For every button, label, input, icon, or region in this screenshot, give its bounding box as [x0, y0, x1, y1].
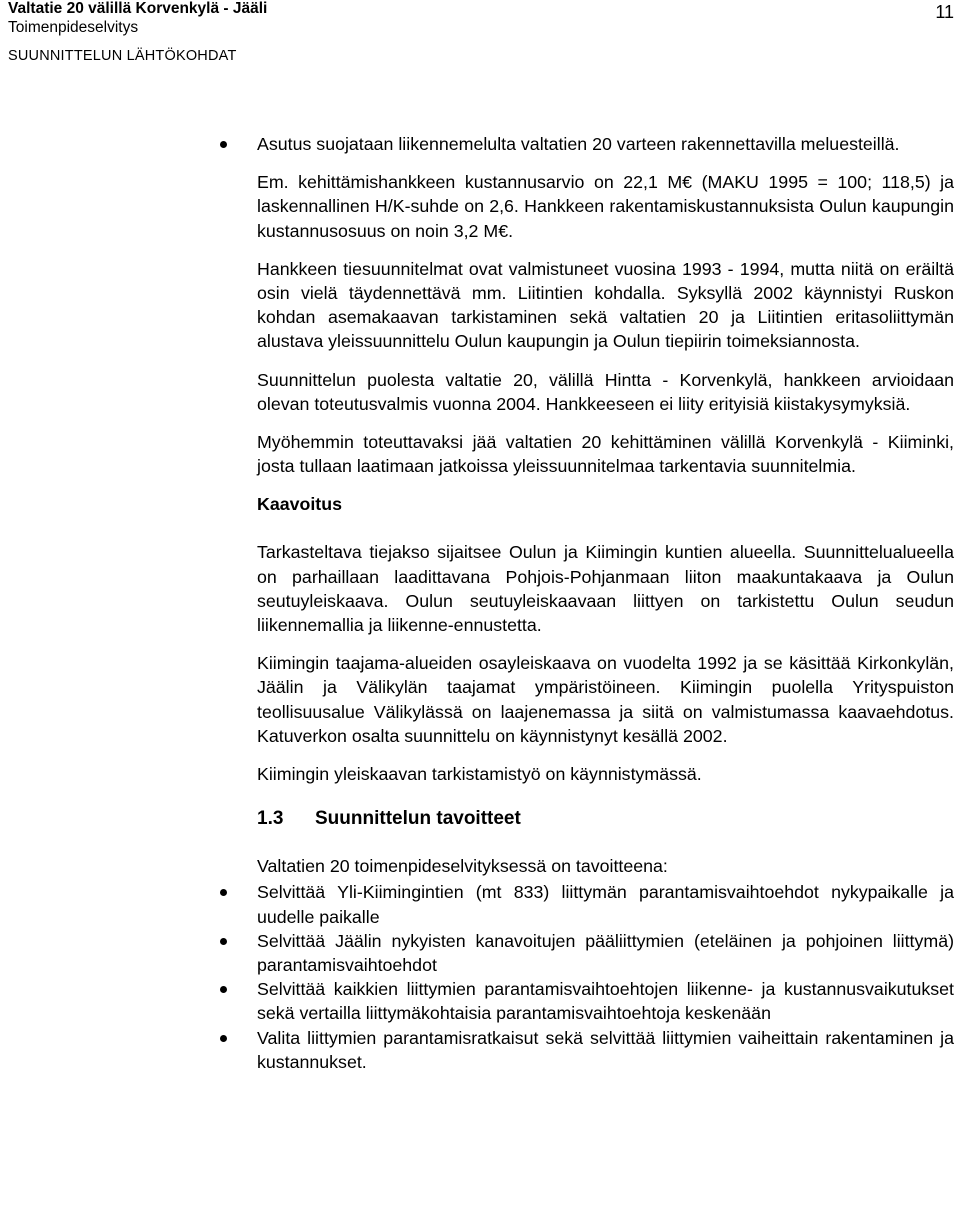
bullet-icon: [220, 1035, 227, 1042]
goal-text: Selvittää Jäälin nykyisten kanavoitujen pääliittymien (eteläinen ja pohjoinen liittymä) parantamisvaihtoehdot: [257, 930, 954, 976]
bullet-icon: [220, 889, 227, 896]
bullet-icon: [220, 986, 227, 993]
bullet-text: Asutus suojataan liikennemelulta valtatien 20 varteen rakennettavilla meluesteillä.: [257, 134, 900, 154]
kaavoitus-heading: Kaavoitus: [257, 494, 342, 515]
section-title: Suunnittelun tavoitteet: [315, 808, 521, 830]
section-heading: [257, 806, 954, 832]
bullet-icon: [220, 938, 227, 945]
paragraph-kiiminki-plan: Kiimingin taajama-alueiden osayleiskaava on vuodelta 1992 ja se käsittää Kirkonkylän, Jäälin ja Välikylän taajamat ympäristöineen. Kiimingin puolella Yrityspuiston teollisuusalue Välikylässä on laajenemassa ja siitä on valmistumassa kaavaehdotus. Katuverkon osalta suunnittelu on käynnistynyt kesällä 2002.: [257, 653, 954, 746]
goal-item: [225, 880, 954, 928]
paragraph-readiness: Suunnittelun puolesta valtatie 20, välillä Hintta - Korvenkylä, hankkeen arvioidaan olevan toteutusvalmis vuonna 2004. Hankkeeseen ei liity erityisiä kiistakysymyksiä.: [257, 369, 954, 414]
page-body: [257, 132, 954, 1074]
section-number: 1.3: [257, 808, 284, 830]
bullet-icon: [220, 141, 227, 148]
goal-text: Selvittää kaikkien liittymien parantamisvaihtoehtojen liikenne- ja kustannusvaikutukset sekä vertailla liittymäkohtaisia parantamisvaihtoehtoja keskenään: [257, 979, 954, 1024]
paragraph-zoning-area: Tarkasteltava tiejakso sijaitsee Oulun ja Kiimingin kuntien alueella. Suunnittelualueella on parhaillaan laadittavana Pohjois-Pohjanmaan liiton maakuntakaava ja Oulun seutuyleiskaava. Oulun seutuyleiskaavaan liittyen on tarkistettu Oulun seudun liikennemallia ja liikenne-ennustetta.: [257, 542, 954, 636]
paragraph-plan-revision: Kiimingin yleiskaavan tarkistamistyö on käynnistymässä.: [257, 764, 702, 785]
goals-intro: Valtatien 20 toimenpideselvityksessä on tavoitteena:: [257, 856, 668, 877]
goal-item: [225, 1026, 954, 1074]
paragraph-road-plans: Hankkeen tiesuunnitelmat ovat valmistuneet vuosina 1993 - 1994, mutta niitä on eräiltä osin vielä täydennettävä mm. Liitintien kohdalla. Syksyllä 2002 käynnistyi Ruskon kohdan asemakaavan tarkistaminen sekä valtatien 20 ja Liitintien eritasoliittymän alustava yleissuunnittelu Oulun kaupungin ja Oulun tiepiirin toimeksiannosta.: [257, 258, 954, 352]
goal-item: [225, 929, 954, 977]
goal-item: [225, 977, 954, 1025]
document-title: Valtatie 20 välillä Korvenkylä - Jääli: [8, 0, 268, 17]
page-number: 11: [935, 2, 954, 22]
goal-text: Valita liittymien parantamisratkaisut sekä selvittää liittymien vaiheittain rakentaminen ja kustannukset.: [257, 1027, 954, 1072]
goals-list: [225, 880, 954, 1074]
goal-text: Selvittää Yli-Kiimingintien (mt 833) liittymän parantamisvaihtoehdot nykypaikalle ja uudelle paikalle: [257, 882, 954, 927]
paragraph-later-development: Myöhemmin toteuttavaksi jää valtatien 20 kehittäminen välillä Korvenkylä - Kiiminki, josta tullaan laatimaan jatkoissa yleissuunnitelmaa tarkentavia suunnitelmia.: [257, 432, 954, 477]
bullet-list-top: [225, 132, 954, 156]
document-subtitle: Toimenpideselvitys: [8, 19, 139, 36]
chapter-heading: SUUNNITTELUN LÄHTÖKOHDAT: [8, 48, 237, 64]
paragraph-cost-estimate: Em. kehittämishankkeen kustannusarvio on 22,1 M€ (MAKU 1995 = 100; 118,5) ja laskennallinen H/K-suhde on 2,6. Hankkeen rakentamiskustannuksista Oulun kaupungin kustannusosuus on noin 3,2 M€.: [257, 172, 954, 241]
list-item: [225, 132, 954, 156]
page-header: [0, 0, 960, 70]
